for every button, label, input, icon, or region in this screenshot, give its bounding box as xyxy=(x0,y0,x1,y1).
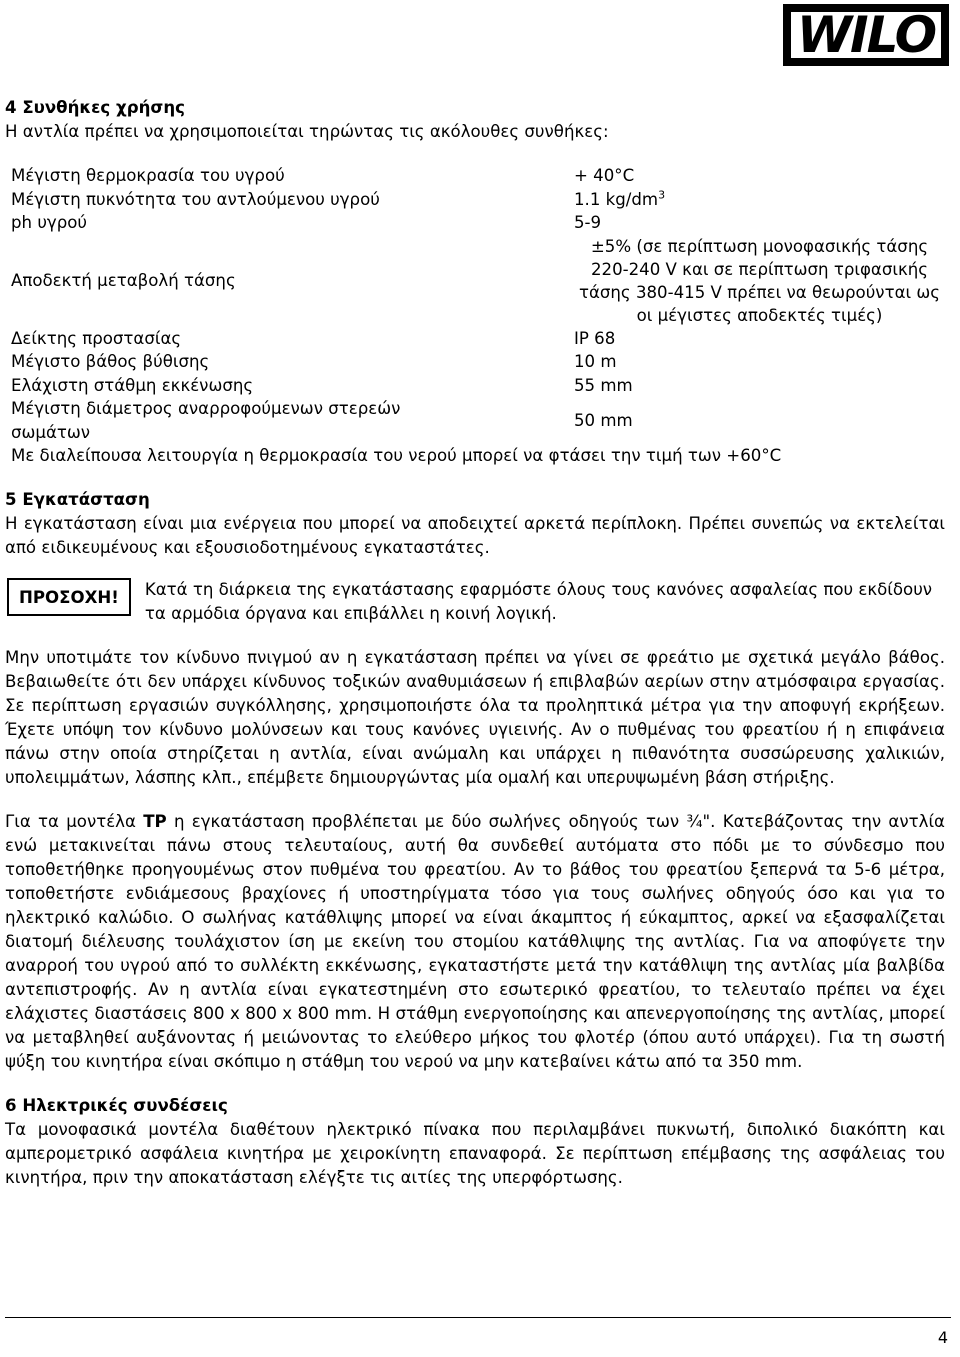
row-label: Μέγιστο βάθος βύθισης xyxy=(11,352,210,371)
table-row xyxy=(5,164,945,188)
density-value: 1.1 kg/dm xyxy=(574,189,659,209)
section-4-intro: Η αντλία πρέπει να χρησιμοποιείται τηρώντας τις ακόλουθες συνθήκες: xyxy=(5,122,609,141)
section-6-paragraph: Τα μονοφασικά μοντέλα διαθέτουν ηλεκτρικό πίνακα που περιλαμβάνει πυκνωτή, διπολικό διακόπτη και αμπερομετρικό ασφάλεια κινητήρα με χειροκίνητη επαναφορά. Σε περίπτωση επέμβασης της ασφάλειας του κινητήρα, πριν την αποκατάσταση ελέγξτε τις αιτίες της υπερφόρτωσης. xyxy=(5,1119,945,1187)
temperature-note: Με διαλείπουσα λειτουργία η θερμοκρασία του νερού μπορεί να φτάσει την τιμή των +60°C xyxy=(11,446,782,465)
table-row xyxy=(5,397,945,444)
logo-text: WILO xyxy=(796,6,936,64)
section-4-title: 4 Συνθήκες χρήσης xyxy=(5,98,185,117)
table-row xyxy=(5,350,945,374)
row-label: ph υγρού xyxy=(11,213,88,232)
document-body xyxy=(5,96,945,1190)
row-value: + 40°C xyxy=(574,166,635,185)
para2-rest: η εγκατάσταση προβλέπεται με δύο σωλήνες οδηγούς των ¾". Κατεβάζοντας την αντλία ενώ μετακινείται πάνω στους τελευταίους, αυτή θα συνδεθεί αυτόματα στο πόδι με το σύνδεσμο που τοποθετήθηκε προηγουμένως στον πυθμένα του φρεατίου. Αν το βάθος του φρεατίου ξεπερνά τα 5-6 μέτρα, τοποθετήστε ενδιάμεσους βραχίονες ή υποστηρίγματα τόσο για τους σωλήνες οδηγούς όσο και για το ηλεκτρικό καλώδιο. Ο σωλήνας κατάθλιψης μπορεί να είναι άκαμπτος ή εύκαμπτος, αρκεί να εξασφαλίζεται διατομή διέλευσης τουλάχιστον ίση με εκείνη του στομίου κατάθλιψης της αντλίας. Για να αποφύγετε την αναρροή του υγρού από το συλλέκτη εκκένωσης, εγκαταστήστε μετά την κατάθλιψη της αντλίας μία βαλβίδα αντεπιστροφής. Αν η αντλία είναι εγκατεστημένη στο εσωτερικό φρεατίου, το τελευταίο πρέπει να έχει ελάχιστες διαστάσεις 800 x 800 x 800 mm. Η στάθμη ενεργοποίησης και απενεργοποίησης της αντλίας, μπορεί να μεταβληθεί αυξάνοντας ή μειώνοντας το ελεύθερο μήκος του φλοτέρ (όπου αυτό υπάρχει). Για τη σωστή ψύξη του κινητήρα είναι σκόπιμο η στάθμη του νερού να μην κατεβαίνει κάτω από τα 350 mm. xyxy=(5,811,945,1071)
section-5-intro: Η εγκατάσταση είναι μια ενέργεια που μπορεί να αποδειχτεί αρκετά περίπλοκη. Πρέπει συνεπώς να εκτελείται από ειδικευμένους και εξουσιοδοτημένους εγκαταστάτες. xyxy=(5,513,945,557)
section-5-paragraph-2 xyxy=(5,810,945,1074)
model-name: TP xyxy=(143,811,167,831)
row-label: Μέγιστη θερμοκρασία του υγρού xyxy=(11,166,285,185)
table-row xyxy=(5,188,945,212)
wilo-logo xyxy=(783,4,949,66)
row-label: Μέγιστη πυκνότητα του αντλούμενου υγρού xyxy=(11,189,380,209)
table-row xyxy=(5,327,945,351)
table-row xyxy=(5,374,945,398)
row-value: ±5% (σε περίπτωση μονοφασικής τάσης 220-240 V και σε περίπτωση τριφασικής τάσης 380-415 V πρέπει να θεωρούνται ως οι μέγιστες αποδεκτές τιμές) xyxy=(578,236,941,325)
row-value: 10 m xyxy=(574,352,617,371)
warning-text: Κατά τη διάρκεια της εγκατάστασης εφαρμόστε όλους τους κανόνες ασφαλείας που εκδίδουν τα αρμόδια όργανα και επιβάλλει η κοινή λογική. xyxy=(144,579,933,623)
row-value: 50 mm xyxy=(574,410,633,430)
section-5-paragraph-1: Μην υποτιμάτε τον κίνδυνο πνιγμού αν η εγκατάσταση πρέπει να γίνει σε φρεάτιο με σχετικά μεγάλο βάθος. Βεβαιωθείτε ότι δεν υπάρχει κίνδυνος τοξικών αναθυμιάσεων ή επιβλαβών αερίων στην ατμόσφαιρα εργασίας. Σε περίπτωση εργασιών συγκόλλησης, χρησιμοποιήστε όλα τα προληπτικά μέτρα για την αποφυγή εκρήξεων. Έχετε υπόψη τον κίνδυνο μολύνσεων και τους κανόνες υγιεινής. Αν ο πυθμένας του φρεατίου ή η επιφάνεια πάνω στην οποία στηρίζεται η αντλία, είναι ανώμαλη και υπάρχει η πιθανότητα συσσώρευσης χαλικιών, υπολειμμάτων, λάσπης κλπ., επέμβετε δημιουργώντας μία ομαλή και υπερυψωμένη βάση στήριξης. xyxy=(5,647,945,787)
warning-block xyxy=(5,578,945,626)
conditions-table xyxy=(5,164,945,468)
table-row xyxy=(5,235,945,327)
page-number: 4 xyxy=(937,1328,948,1347)
warning-label: ΠΡΟΣΟΧΗ! xyxy=(7,578,131,616)
density-exponent: 3 xyxy=(658,187,666,201)
row-value: 5-9 xyxy=(574,213,602,232)
section-6-title: 6 Ηλεκτρικές συνδέσεις xyxy=(5,1095,228,1115)
row-label: Ελάχιστη στάθμη εκκένωσης xyxy=(11,375,254,395)
row-label: Αποδεκτή μεταβολή τάσης xyxy=(11,270,236,290)
footer-rule xyxy=(5,1317,951,1318)
table-row xyxy=(5,211,945,235)
row-label: Δείκτης προστασίας xyxy=(11,328,182,348)
section-5-title: 5 Εγκατάσταση xyxy=(5,489,150,509)
table-row xyxy=(5,444,945,468)
row-value: 55 mm xyxy=(574,375,633,395)
row-value: IP 68 xyxy=(574,328,616,348)
para2-start: Για τα μοντέλα xyxy=(5,811,144,831)
row-value xyxy=(566,188,945,212)
row-label: Μέγιστη διάμετρος αναρροφούμενων στερεών σωμάτων xyxy=(11,399,401,442)
